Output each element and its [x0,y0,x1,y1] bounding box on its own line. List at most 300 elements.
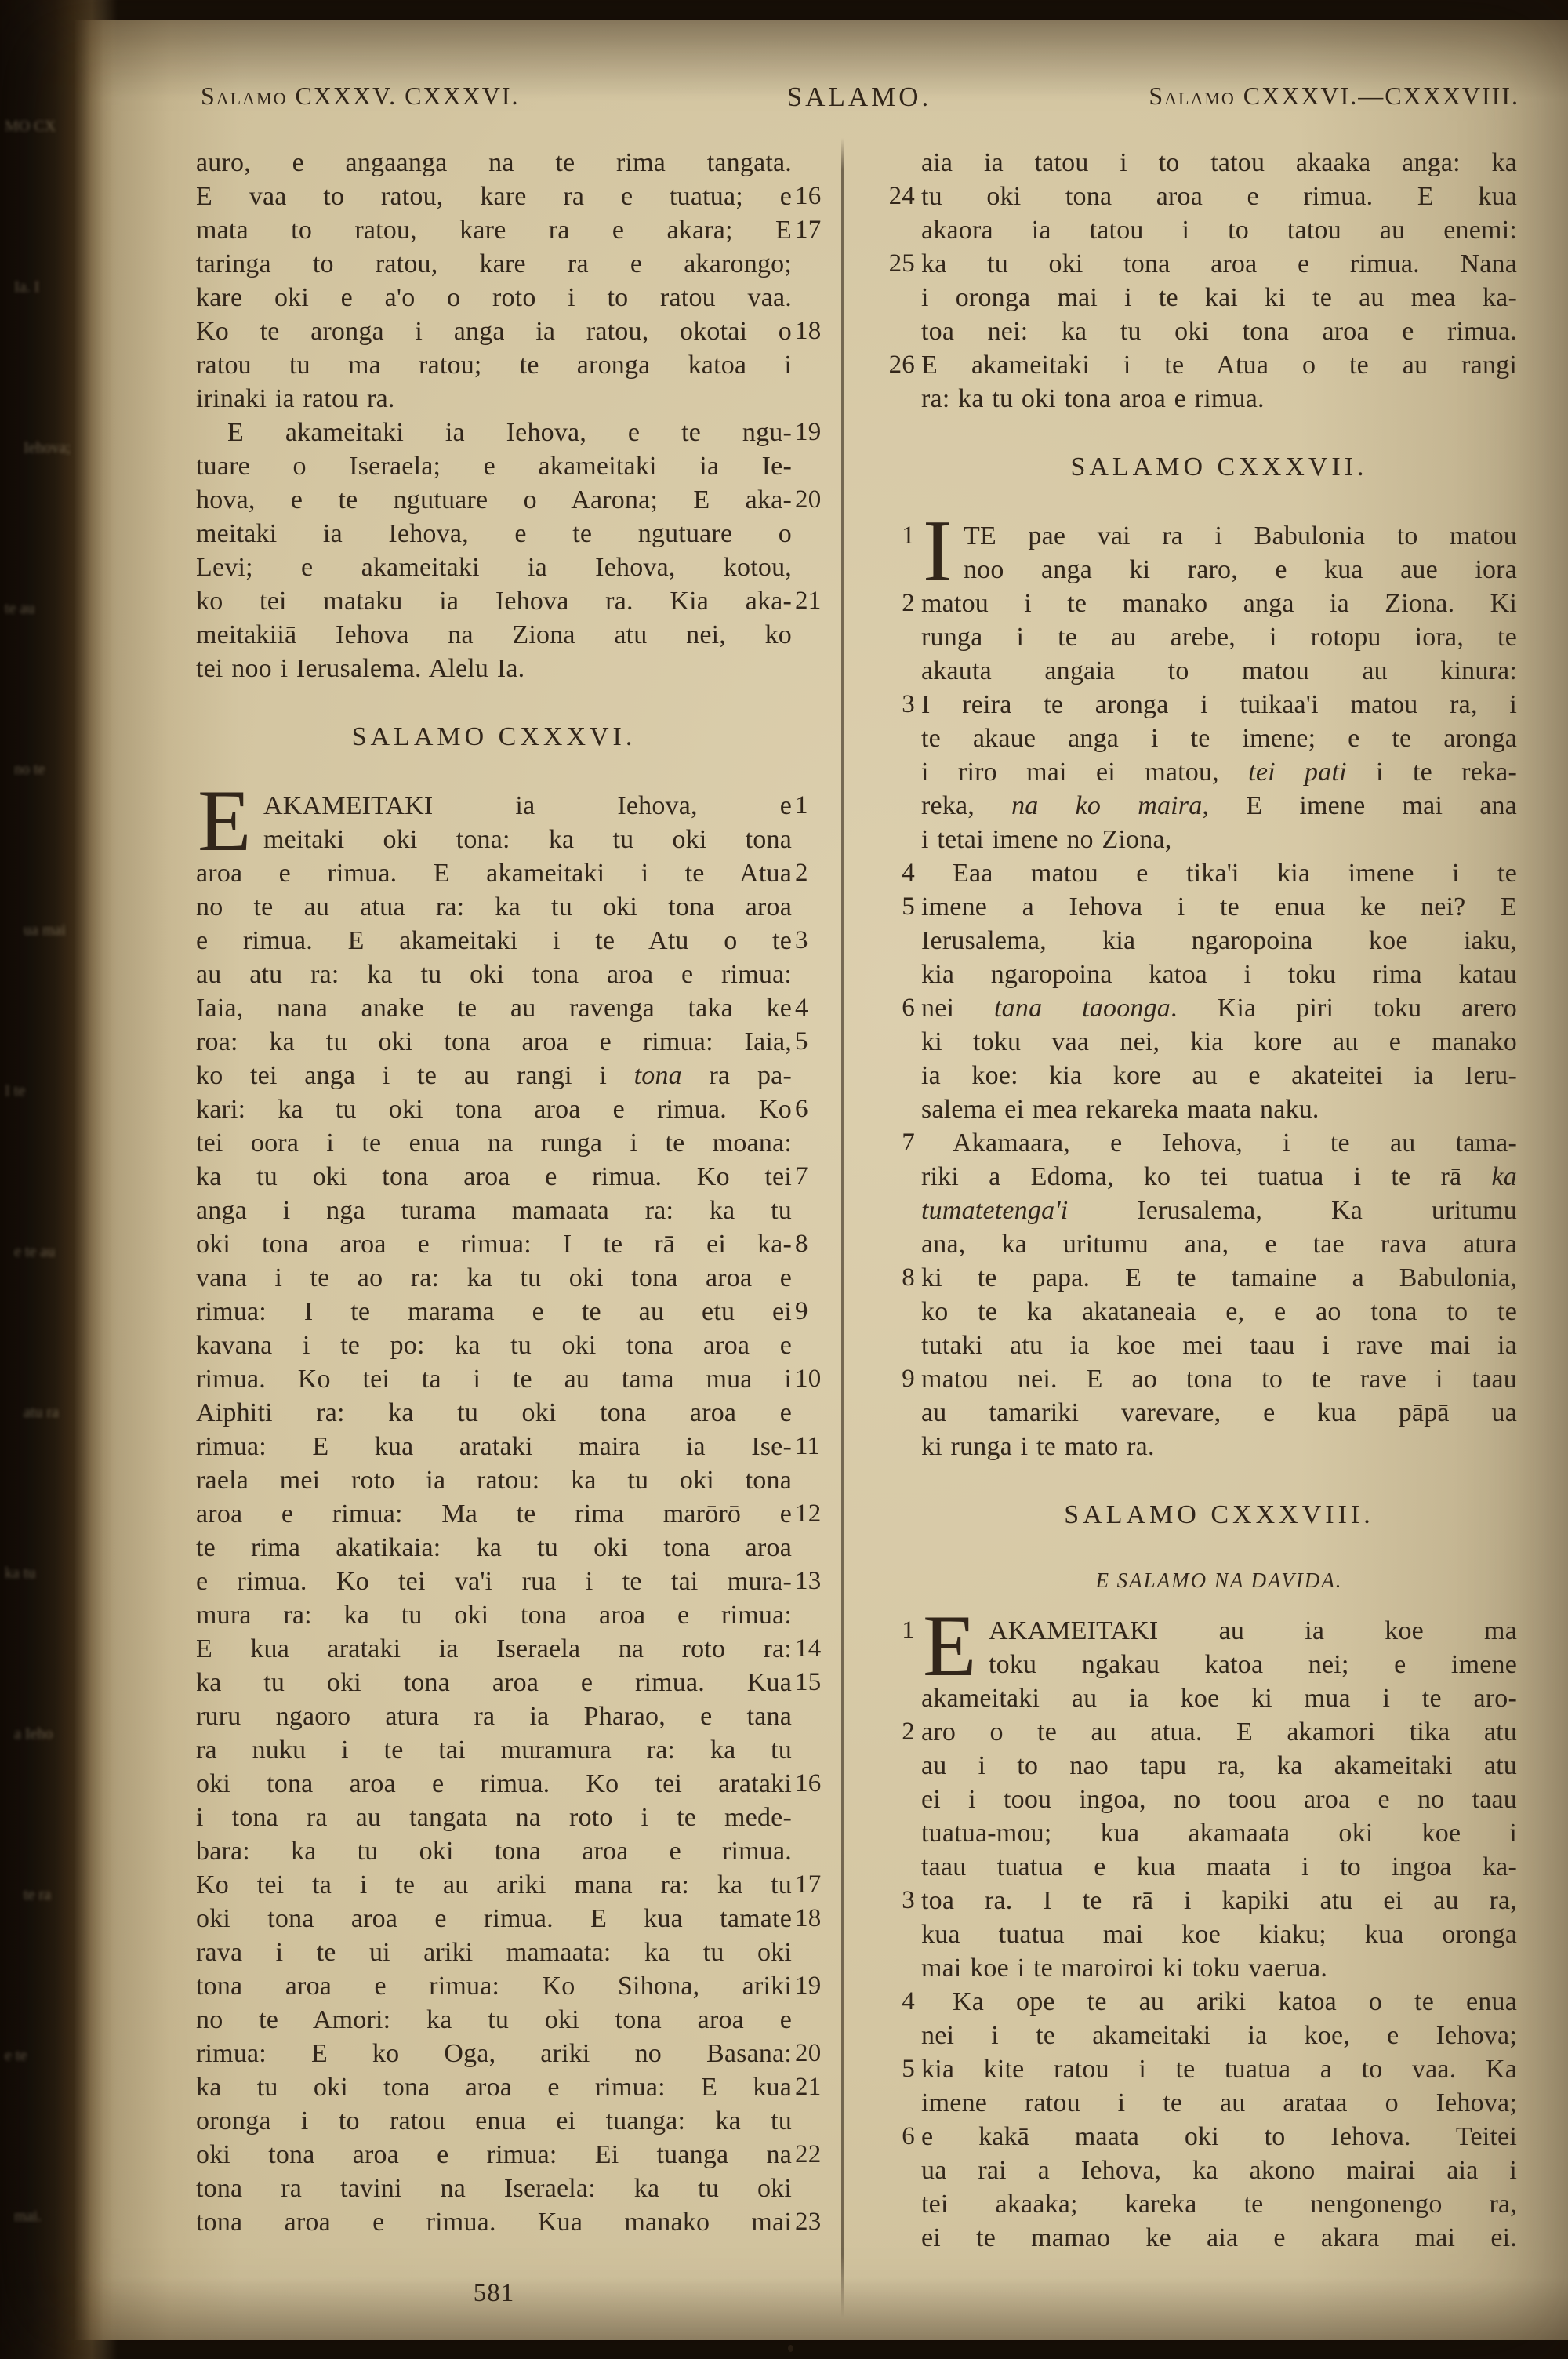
line-text: mura ra: ka tu oki tona aroa e rimua: [196,1601,792,1630]
text-line [196,1025,808,1059]
text-line [196,1497,822,1531]
verse-number: 8 [795,1230,808,1258]
verse-number: 25 [888,249,915,278]
text-line [902,1985,1517,2019]
text-line [902,2052,1517,2086]
line-text: oki tona aroa e rimua: I te rā ei ka- [196,1230,792,1259]
line-text: Akamaara, e Iehova, i te au tama- [953,1129,1517,1158]
line-text: ko tei mataku ia Iehova ra. Kia aka- [196,587,792,616]
text-line [196,1463,792,1497]
line-text: Eaa matou e tika'i kia imene i te [953,859,1517,888]
line-text: vana i te ao ra: ka tu oki tona aroa e [196,1263,792,1292]
line-text: tuare o Iseraela; e akameitaki ia Ie- [196,452,792,481]
gutter-text-fragment: a Ieho [14,1725,53,1743]
text-line [902,2120,1517,2154]
text-column-right [888,146,1518,2255]
line-text: E akameitaki i te Atua o te au rangi [921,351,1517,380]
line-text: irinaki ia ratou ra. [196,384,395,413]
text-line [196,314,822,348]
text-line [196,823,792,856]
line-text: rimua: I te marama e te au etu ei [196,1297,792,1326]
text-line [196,1059,792,1092]
text-line [196,1261,792,1295]
text-line [196,1598,792,1632]
line-text: ko tei anga i te au rangi i tona ra pa- [196,1061,792,1090]
line-text: i tetai imene no Ziona, [921,825,1172,854]
line-text: oki tona aroa e rimua. Ko tei arataki [196,1769,792,1798]
book-page [75,20,1568,2340]
verse-number: 2 [795,859,808,887]
line-text: mai koe i te maroiroi ki toku vaerua. [921,1954,1328,1983]
text-line [921,620,1517,654]
line-text: toku ngakau katoa nei; e imene [989,1650,1517,1679]
text-line [921,1396,1517,1430]
line-text: te akaue anga i te imene; e te aronga [921,724,1517,753]
gutter-text-fragment: I te [5,1082,26,1100]
verse-number: 5 [902,2055,915,2083]
text-line [196,1329,792,1362]
text-line [921,1194,1517,1227]
line-text: rimua: E ko Oga, ariki no Basana: [196,2039,792,2068]
verse-number: 3 [902,690,915,718]
gutter-text-fragment: atu ra [24,1404,59,1421]
text-line [196,2104,792,2138]
text-line [196,1632,822,1666]
text-line [196,2205,822,2239]
text-line [196,2138,822,2172]
text-line [921,1783,1517,1816]
verse-number: 5 [795,1027,808,1056]
line-text: bara: ka tu oki tona aroa e rimua. [196,1837,792,1866]
text-line [196,2003,792,2037]
line-text: Iaia, nana anake te au ravenga taka ke [196,994,792,1023]
verse-number: 1 [795,791,808,820]
verse-number: 21 [795,587,822,615]
verse-number: 21 [795,2073,822,2101]
verse-number: 19 [795,418,822,446]
line-text: ki runga i te mato ra. [921,1432,1155,1461]
line-text: runga i te au arebe, i rotopu iora, te [921,623,1517,652]
line-text: i oronga mai i te kai ki te au mea ka- [921,283,1517,312]
verse-number: 1 [902,1616,915,1645]
text-line [196,618,792,652]
verse-number: 4 [795,994,808,1022]
line-text: ka tu oki tona aroa e rimua. Ko tei [196,1162,792,1191]
verse-number: 10 [795,1365,822,1393]
line-text: au atu ra: ka tu oki tona aroa e rimua: [196,960,792,989]
line-text: taringa to ratou, kare ra e akarongo; [196,249,792,278]
text-line [921,1329,1517,1362]
line-text: aro o te au atua. E akamori tika atu [921,1717,1517,1747]
text-line [196,1565,822,1598]
text-line [196,1902,822,1936]
line-text: tona aroa e rimua. Kua manako mai [196,2208,792,2237]
text-line [196,1194,792,1227]
line-text: akaora ia tatou i to tatou au enemi: [921,216,1517,245]
gutter-text-fragment: e te [5,2047,27,2064]
psalm-heading: SALAMO CXXXVIII. [1064,1500,1374,1529]
line-text: ua rai a Iehova, ka akono mairai aia i [921,2156,1517,2185]
text-line [921,789,1517,823]
text-line [902,1715,1517,1749]
text-line [921,1227,1517,1261]
verse-number: 17 [795,1870,822,1899]
line-text: aia ia tatou i to tatou akaaka anga: ka [921,148,1517,177]
verse-number: 15 [795,1668,822,1696]
line-text: tei noo i Ierusalema. Alelu Ia. [196,654,525,683]
verse-number: 7 [795,1162,808,1190]
verse-number: 9 [795,1297,808,1325]
text-line [196,1430,821,1463]
text-line [921,755,1517,789]
line-text: matou i te manako anga ia Ziona. Ki [921,589,1517,618]
book-gutter [0,0,118,2359]
text-line [921,1092,1517,1126]
line-text: e kakā maata oki to Iehova. Teitei [921,2122,1517,2151]
verse-number: 18 [795,317,822,345]
verse-number: 1 [902,522,915,550]
text-line [921,314,1517,348]
psalm-heading: SALAMO CXXXVI. [351,722,637,751]
line-text: kare oki e a'o o roto i to ratou vaa. [196,283,792,312]
line-text: toa nei: ka tu oki tona aroa e rimua. [921,317,1517,346]
text-line [196,551,792,584]
line-text: tu oki tona aroa e rimua. E kua [921,182,1517,211]
text-line [921,2086,1517,2120]
line-text: noo anga ki raro, e kua aue iora [964,555,1517,584]
line-text: tutaki atu ia koe mei taau i rave mai ia [921,1331,1517,1360]
line-text: raela mei roto ia ratou: ka tu oki tona [196,1466,792,1495]
line-text: ko te ka akataneaia e, e ao tona to te [921,1297,1517,1326]
line-text: AKAMEITAKI au ia koe ma [989,1616,1517,1645]
line-text: kua tuatua mai koe kiaku; kua oronga [921,1920,1517,1949]
text-line [921,1025,1517,1059]
verse-number: 13 [795,1567,822,1595]
text-line [921,553,1517,587]
line-text: ka tu oki tona aroa e rimua. Nana [921,249,1517,278]
text-line [921,2187,1517,2221]
text-line [921,382,1517,416]
line-text: matou nei. E ao tona to te rave i taau [921,1365,1517,1394]
text-line [902,1261,1517,1295]
text-line [921,146,1517,180]
verse-number: 23 [795,2208,822,2236]
line-text: E kua arataki ia Iseraela na roto ra: [196,1634,792,1663]
line-text: tumatetenga'i Ierusalema, Ka uritumu [921,1196,1517,1225]
line-text: ki te papa. E te tamaine a Babulonia, [921,1263,1517,1292]
text-line [921,1160,1517,1194]
verse-number: 12 [795,1499,822,1528]
text-line [196,1531,792,1565]
text-line [921,213,1517,247]
line-text: oki tona aroa e rimua. E kua tamate [196,1904,792,1933]
gutter-text-fragment: MO CX [5,118,56,135]
text-line [196,1733,792,1767]
text-line [902,890,1517,924]
line-text: I reira te aronga i tuikaa'i matou ra, i [921,690,1517,719]
line-text: TE pae vai ra i Babulonia to matou [964,522,1517,551]
line-text: no te au atua ra: ka tu oki tona aroa [196,892,792,921]
line-text: e rimua. Ko tei va'i rua i te tai mura- [196,1567,792,1596]
line-text: ra nuku i te tai muramura ra: ka tu [196,1736,792,1765]
text-line [196,213,822,247]
verse-number: 2 [902,589,915,617]
line-text: kari: ka tu oki tona aroa e rimua. Ko [196,1095,792,1124]
verse-number: 6 [795,1095,808,1123]
line-text: tona ra tavini na Iseraela: ka tu oki [196,2174,792,2203]
text-line [921,2019,1517,2052]
verse-number: 4 [902,1987,915,2016]
text-line [196,1396,792,1430]
text-line [196,1092,808,1126]
gutter-text-fragment: te au [5,600,35,617]
line-text: mata to ratou, kare ra e akara; E [196,216,792,245]
drop-cap: I [923,503,953,600]
text-line [921,1648,1517,1681]
line-text: tuatua-mou; kua akamaata oki koe i [921,1819,1517,1848]
line-text: ka tu oki tona aroa e rimua: E kua [196,2073,792,2102]
text-line [196,1666,822,1699]
text-line [921,281,1517,314]
line-text: Levi; e akameitaki ia Iehova, kotou, [196,553,792,582]
text-line [196,856,808,890]
line-text: Aiphiti ra: ka tu oki tona aroa e [196,1398,792,1427]
text-line [921,1951,1517,1985]
line-text: rava i te ui ariki mamaata: ka tu oki [196,1938,792,1967]
text-line [196,1227,808,1261]
text-line [921,823,1517,856]
line-text: ra: ka tu oki tona aroa e rimua. [921,384,1265,413]
column-divider [841,138,844,2318]
text-line [902,688,1517,722]
text-line [196,1767,822,1801]
text-line [196,483,822,517]
text-line [921,1295,1517,1329]
line-text: AKAMEITAKI ia Iehova, e [263,791,792,820]
line-text: reka, na ko maira, E imene mai ana [921,791,1517,820]
text-line [196,1160,808,1194]
text-line [921,1917,1517,1951]
verse-number: 11 [795,1432,821,1460]
line-text: oki tona aroa e rimua: Ei tuanga na [196,2140,792,2169]
line-text: meitaki ia Iehova, e te ngutuare o [196,519,792,548]
text-line [196,416,822,449]
line-text: aroa e rimua. E akameitaki i te Atua [196,859,792,888]
line-text: Ko te aronga i anga ia ratou, okotai o [196,317,792,346]
verse-number: 22 [795,2140,822,2168]
line-text: tei oora i te enua na runga i te moana: [196,1129,792,1158]
line-text: au tamariki varevare, e kua pāpā ua [921,1398,1517,1427]
ink-speck [788,2345,793,2352]
text-line [196,1969,822,2003]
running-head-center: SALAMO. [786,82,932,112]
text-line [921,1749,1517,1783]
line-text: tona aroa e rimua: Ko Sihona, ariki [196,1972,792,2001]
text-line [196,924,808,958]
gutter-text-fragment: Ia. I [14,278,40,296]
line-text: taau tuatua e kua maata i to ingoa ka- [921,1852,1517,1881]
drop-cap: E [198,772,252,870]
line-text: i riro mai ei matou, tei pati i te reka- [921,758,1517,787]
page-number: 581 [473,2279,515,2307]
gutter-text-fragment: Iehova; [24,439,71,456]
running-head-left: Salamo CXXXV. CXXXVI. [201,82,520,110]
text-line [921,654,1517,688]
line-text: rimua. Ko tei ta i te au tama mua i [196,1365,792,1394]
text-line [196,2172,792,2205]
line-text: au i to nao tapu ra, ka akameitaki atu [921,1751,1517,1780]
text-line [196,517,792,551]
verse-number: 6 [902,994,915,1022]
verse-number: 18 [795,1904,822,1932]
text-line [196,890,792,924]
text-line [888,348,1517,382]
line-text: ratou tu ma ratou; te aronga katoa i [196,351,792,380]
text-line [921,924,1517,958]
gutter-text-fragment: te ra [24,1886,51,1903]
line-text: anga i nga turama mamaata ra: ka tu [196,1196,792,1225]
text-line [196,958,792,991]
text-line [196,146,792,180]
text-line [196,1868,822,1902]
line-text: i tona ra au tangata na roto i te mede- [196,1803,792,1832]
gutter-text-fragment: ua mai [24,921,66,939]
text-line [888,180,1517,213]
line-text: riki a Edoma, ko tei tuatua i te rā ka [921,1162,1517,1191]
line-text: kia kite ratou i te tuatua a to vaa. Ka [921,2055,1517,2084]
line-text: rimua: E kua arataki maira ia Ise- [196,1432,792,1461]
text-line [921,2154,1517,2187]
line-text: aroa e rimua: Ma te rima marōrō e [196,1499,792,1528]
text-line [888,247,1517,281]
verse-number: 6 [902,2122,915,2150]
line-text: roa: ka tu oki tona aroa e rimua: Iaia, [196,1027,792,1056]
text-line [196,281,792,314]
verse-number: 26 [888,351,915,379]
line-text: imene ratou i te au arataa o Iehova; [921,2088,1517,2117]
verse-number: 3 [902,1886,915,1914]
line-text: akauta angaia to matou au kinura: [921,656,1517,685]
line-text: kia ngaropoina katoa i toku rima katau [921,960,1517,989]
verse-number: 20 [795,2039,822,2067]
verse-number: 2 [902,1717,915,1746]
text-line [196,1126,792,1160]
verse-number: 16 [795,1769,822,1797]
line-text: auro, e angaanga na te rima tangata. [196,148,792,177]
line-text: E vaa to ratou, kare ra e tuatua; e [196,182,792,211]
line-text: salema ei mea rekareka maata naku. [921,1095,1319,1124]
verse-number: 24 [888,182,915,210]
line-text: Ierusalema, kia ngaropoina koe iaku, [921,926,1517,955]
text-line [196,449,792,483]
text-line [196,991,808,1025]
text-line [196,2037,822,2070]
line-text: e rimua. E akameitaki i te Atu o te [196,926,792,955]
verse-number: 7 [902,1129,915,1157]
text-line [196,1834,792,1868]
line-text: oronga i to ratou enua ei tuanga: ka tu [196,2106,792,2135]
verse-number: 14 [795,1634,822,1663]
text-line [921,1430,1517,1463]
text-line [921,722,1517,755]
text-line [196,1801,792,1834]
text-line [921,958,1517,991]
running-head [75,82,1568,118]
verse-number: 17 [795,216,822,244]
line-text: meitakiiā Iehova na Ziona atu nei, ko [196,620,792,649]
running-head-right: Salamo CXXXVI.—CXXXVIII. [1149,82,1519,110]
line-text: E akameitaki ia Iehova, e te ngu- [227,418,792,447]
text-line [196,584,822,618]
text-line [196,247,792,281]
line-text: ei te mamao ke aia e akara mai ei. [921,2223,1517,2252]
psalm-heading: SALAMO CXXXVII. [1070,453,1368,482]
line-text: nei tana taoonga. Kia piri toku arero [921,994,1518,1023]
gutter-text-fragment: no te [14,761,45,778]
line-text: tei akaaka; kareka te nengonengo ra, [921,2190,1517,2219]
line-text: no te Amori: ka tu oki tona aroa e [196,2005,792,2034]
line-text: te rima akatikaia: ka tu oki tona aroa [196,1533,792,1562]
line-text: kavana i te po: ka tu oki tona aroa e [196,1331,792,1360]
gutter-text-fragment: e te au [14,1243,56,1260]
text-line [196,1699,792,1733]
text-line [921,2221,1517,2255]
line-text: meitaki oki tona: ka tu oki tona [263,825,792,854]
line-text: ana, ka uritumu ana, e tae rava atura [921,1230,1517,1259]
gutter-text-fragment: mai. [14,2208,42,2225]
text-line [902,991,1518,1025]
text-line [902,1126,1517,1160]
line-text: ia koe: kia kore au e akateitei ia Ieru- [921,1061,1517,1090]
line-text: Ko tei ta i te au ariki mana ra: ka tu [196,1870,792,1899]
text-line [921,1816,1517,1850]
text-line [902,1362,1517,1396]
text-line [196,1295,808,1329]
text-line [921,1681,1517,1715]
text-line [921,1850,1517,1884]
line-text: ruru ngaoro atura ra ia Pharao, e tana [196,1702,792,1731]
text-line [196,1936,792,1969]
drop-cap: E [923,1598,977,1695]
line-text: imene a Iehova i te enua ke nei? E [921,892,1517,921]
text-column-left [196,146,822,2239]
line-text: hova, e te ngutuare o Aarona; E aka- [196,485,792,514]
psalm-subheading: E SALAMO NA DAVIDA. [1095,1568,1343,1592]
text-line [196,652,792,685]
verse-number: 3 [795,926,808,954]
line-text: toa ra. I te rā i kapiki atu ei au ra, [921,1886,1517,1915]
text-line [196,348,792,382]
line-text: ki toku vaa nei, kia kore au e manako [921,1027,1517,1056]
text-line [902,856,1517,890]
line-text: ka tu oki tona aroa e rimua. Kua [196,1668,792,1697]
gutter-text-fragment: ka tu [5,1565,36,1582]
text-line [196,1362,822,1396]
line-text: akameitaki au ia koe ki mua i te aro- [921,1684,1517,1713]
verse-number: 19 [795,1972,822,2000]
verse-number: 4 [902,859,915,887]
verse-number: 16 [795,182,822,210]
text-line [196,180,822,213]
verse-number: 8 [902,1263,915,1292]
verse-number: 5 [902,892,915,921]
line-text: ei i toou ingoa, no toou aroa e no taau [921,1785,1517,1814]
line-text: Ka ope te au ariki katoa o te enua [953,1987,1517,2016]
text-line [921,1059,1517,1092]
text-line [196,382,792,416]
text-line [902,1884,1517,1917]
verse-number: 20 [795,485,822,514]
